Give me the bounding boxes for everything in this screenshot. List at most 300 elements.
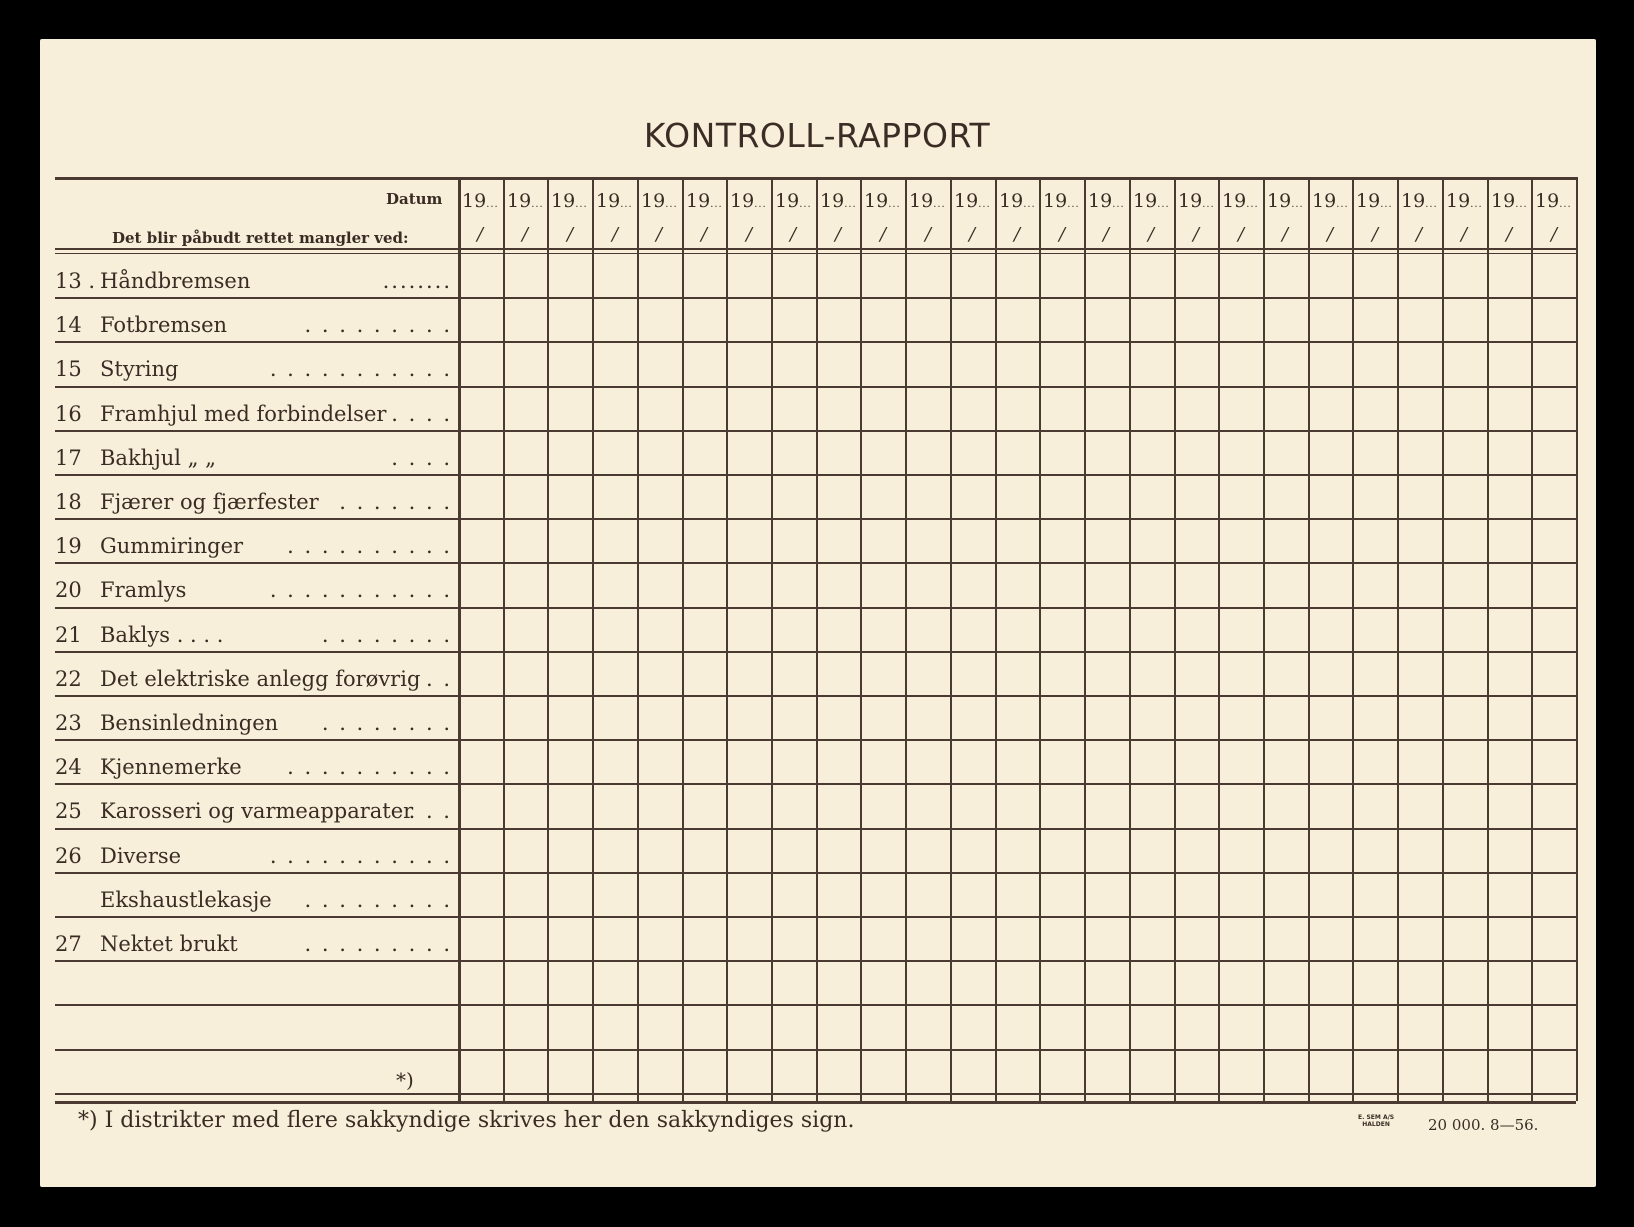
- check-cell[interactable]: [1086, 388, 1128, 430]
- check-cell[interactable]: [1489, 343, 1531, 385]
- check-cell[interactable]: [997, 388, 1039, 430]
- check-cell[interactable]: [1086, 432, 1128, 474]
- check-cell[interactable]: [1265, 343, 1307, 385]
- check-cell[interactable]: [1176, 564, 1218, 606]
- year-field[interactable]: 19...: [864, 190, 901, 212]
- check-cell[interactable]: [952, 1006, 994, 1048]
- check-cell[interactable]: [1489, 299, 1531, 341]
- check-cell[interactable]: [1310, 388, 1352, 430]
- check-cell[interactable]: [862, 697, 904, 739]
- check-cell[interactable]: [594, 432, 636, 474]
- check-cell[interactable]: [997, 299, 1039, 341]
- check-cell[interactable]: [728, 962, 770, 1004]
- check-cell[interactable]: [549, 343, 591, 385]
- check-cell[interactable]: [1533, 299, 1575, 341]
- check-cell[interactable]: [1176, 388, 1218, 430]
- check-cell[interactable]: [639, 564, 681, 606]
- check-cell[interactable]: [1265, 697, 1307, 739]
- check-cell[interactable]: [1310, 962, 1352, 1004]
- check-cell[interactable]: [594, 830, 636, 872]
- check-cell[interactable]: [907, 520, 949, 562]
- check-cell[interactable]: [505, 785, 547, 827]
- check-cell[interactable]: [728, 476, 770, 518]
- check-cell[interactable]: [728, 874, 770, 916]
- check-cell[interactable]: [549, 564, 591, 606]
- check-cell[interactable]: [1176, 874, 1218, 916]
- check-cell[interactable]: [1354, 697, 1396, 739]
- check-cell[interactable]: [1489, 476, 1531, 518]
- check-cell[interactable]: [1220, 1006, 1262, 1048]
- check-cell[interactable]: [1041, 741, 1083, 783]
- check-cell[interactable]: [952, 299, 994, 341]
- check-cell[interactable]: [1399, 874, 1441, 916]
- check-cell[interactable]: [1131, 1006, 1173, 1048]
- check-cell[interactable]: [1399, 785, 1441, 827]
- check-cell[interactable]: [1354, 609, 1396, 651]
- check-cell[interactable]: [460, 697, 502, 739]
- check-cell[interactable]: [1444, 785, 1486, 827]
- check-cell[interactable]: [818, 609, 860, 651]
- check-cell[interactable]: [773, 609, 815, 651]
- check-cell[interactable]: [1444, 388, 1486, 430]
- year-field[interactable]: 19...: [641, 190, 678, 212]
- check-cell[interactable]: [818, 299, 860, 341]
- check-cell[interactable]: [1176, 741, 1218, 783]
- year-field[interactable]: 19...: [1133, 190, 1170, 212]
- check-cell[interactable]: [1444, 564, 1486, 606]
- check-cell[interactable]: [1265, 653, 1307, 695]
- check-cell[interactable]: [773, 388, 815, 430]
- check-cell[interactable]: [997, 785, 1039, 827]
- year-field[interactable]: 19...: [1401, 190, 1438, 212]
- check-cell[interactable]: [549, 476, 591, 518]
- check-cell[interactable]: [818, 918, 860, 960]
- check-cell[interactable]: [728, 785, 770, 827]
- check-cell[interactable]: [1041, 255, 1083, 297]
- check-cell[interactable]: [639, 255, 681, 297]
- check-cell[interactable]: [728, 918, 770, 960]
- check-cell[interactable]: [1533, 697, 1575, 739]
- check-cell[interactable]: [1131, 388, 1173, 430]
- check-cell[interactable]: [773, 830, 815, 872]
- check-cell[interactable]: [1354, 1051, 1396, 1093]
- check-cell[interactable]: [639, 741, 681, 783]
- year-field[interactable]: 19...: [1446, 190, 1483, 212]
- check-cell[interactable]: [684, 255, 726, 297]
- year-field[interactable]: 19...: [999, 190, 1036, 212]
- check-cell[interactable]: [1533, 874, 1575, 916]
- check-cell[interactable]: [1444, 520, 1486, 562]
- check-cell[interactable]: [460, 962, 502, 1004]
- check-cell[interactable]: [952, 343, 994, 385]
- check-cell[interactable]: [818, 697, 860, 739]
- check-cell[interactable]: [818, 653, 860, 695]
- check-cell[interactable]: [684, 830, 726, 872]
- check-cell[interactable]: [1265, 476, 1307, 518]
- check-cell[interactable]: [1176, 918, 1218, 960]
- check-cell[interactable]: [1354, 785, 1396, 827]
- check-cell[interactable]: [952, 785, 994, 827]
- check-cell[interactable]: [1086, 697, 1128, 739]
- check-cell[interactable]: [862, 564, 904, 606]
- check-cell[interactable]: [1444, 343, 1486, 385]
- check-cell[interactable]: [684, 918, 726, 960]
- check-cell[interactable]: [1399, 609, 1441, 651]
- check-cell[interactable]: [1354, 741, 1396, 783]
- check-cell[interactable]: [1265, 564, 1307, 606]
- check-cell[interactable]: [1533, 564, 1575, 606]
- check-cell[interactable]: [460, 564, 502, 606]
- check-cell[interactable]: [907, 1006, 949, 1048]
- check-cell[interactable]: [818, 785, 860, 827]
- check-cell[interactable]: [549, 388, 591, 430]
- check-cell[interactable]: [1444, 1006, 1486, 1048]
- check-cell[interactable]: [594, 874, 636, 916]
- check-cell[interactable]: [460, 388, 502, 430]
- check-cell[interactable]: [1489, 697, 1531, 739]
- check-cell[interactable]: [1310, 830, 1352, 872]
- check-cell[interactable]: [818, 1006, 860, 1048]
- check-cell[interactable]: [1176, 520, 1218, 562]
- check-cell[interactable]: [1220, 299, 1262, 341]
- check-cell[interactable]: [1489, 653, 1531, 695]
- check-cell[interactable]: [1489, 255, 1531, 297]
- check-cell[interactable]: [1220, 476, 1262, 518]
- check-cell[interactable]: [1041, 520, 1083, 562]
- check-cell[interactable]: [1354, 432, 1396, 474]
- check-cell[interactable]: [1444, 918, 1486, 960]
- check-cell[interactable]: [1265, 1006, 1307, 1048]
- check-cell[interactable]: [1220, 874, 1262, 916]
- check-cell[interactable]: [1399, 962, 1441, 1004]
- check-cell[interactable]: [1131, 741, 1173, 783]
- check-cell[interactable]: [684, 388, 726, 430]
- check-cell[interactable]: [997, 653, 1039, 695]
- check-cell[interactable]: [1489, 609, 1531, 651]
- check-cell[interactable]: [1265, 520, 1307, 562]
- check-cell[interactable]: [1041, 299, 1083, 341]
- check-cell[interactable]: [639, 830, 681, 872]
- check-cell[interactable]: [1310, 432, 1352, 474]
- check-cell[interactable]: [684, 1006, 726, 1048]
- year-field[interactable]: 19...: [551, 190, 588, 212]
- check-cell[interactable]: [639, 874, 681, 916]
- check-cell[interactable]: [505, 874, 547, 916]
- check-cell[interactable]: [549, 520, 591, 562]
- check-cell[interactable]: [907, 299, 949, 341]
- check-cell[interactable]: [818, 564, 860, 606]
- year-field[interactable]: 19...: [730, 190, 767, 212]
- check-cell[interactable]: [1041, 830, 1083, 872]
- check-cell[interactable]: [862, 1051, 904, 1093]
- check-cell[interactable]: [1131, 874, 1173, 916]
- check-cell[interactable]: [505, 830, 547, 872]
- check-cell[interactable]: [594, 520, 636, 562]
- check-cell[interactable]: [1176, 653, 1218, 695]
- check-cell[interactable]: [952, 962, 994, 1004]
- check-cell[interactable]: [1533, 255, 1575, 297]
- check-cell[interactable]: [460, 343, 502, 385]
- check-cell[interactable]: [684, 874, 726, 916]
- check-cell[interactable]: [862, 653, 904, 695]
- check-cell[interactable]: [460, 785, 502, 827]
- check-cell[interactable]: [728, 1006, 770, 1048]
- check-cell[interactable]: [1399, 343, 1441, 385]
- check-cell[interactable]: [505, 741, 547, 783]
- check-cell[interactable]: [1444, 830, 1486, 872]
- check-cell[interactable]: [997, 255, 1039, 297]
- check-cell[interactable]: [1533, 785, 1575, 827]
- check-cell[interactable]: [549, 830, 591, 872]
- check-cell[interactable]: [1533, 520, 1575, 562]
- check-cell[interactable]: [1533, 918, 1575, 960]
- check-cell[interactable]: [907, 741, 949, 783]
- check-cell[interactable]: [505, 918, 547, 960]
- check-cell[interactable]: [505, 476, 547, 518]
- check-cell[interactable]: [639, 299, 681, 341]
- check-cell[interactable]: [907, 343, 949, 385]
- check-cell[interactable]: [1131, 697, 1173, 739]
- check-cell[interactable]: [1131, 785, 1173, 827]
- check-cell[interactable]: [1041, 785, 1083, 827]
- check-cell[interactable]: [1041, 343, 1083, 385]
- check-cell[interactable]: [505, 255, 547, 297]
- check-cell[interactable]: [1399, 299, 1441, 341]
- check-cell[interactable]: [639, 609, 681, 651]
- check-cell[interactable]: [952, 918, 994, 960]
- check-cell[interactable]: [1310, 653, 1352, 695]
- check-cell[interactable]: [1399, 1006, 1441, 1048]
- check-cell[interactable]: [862, 520, 904, 562]
- check-cell[interactable]: [1533, 1051, 1575, 1093]
- check-cell[interactable]: [505, 432, 547, 474]
- check-cell[interactable]: [594, 564, 636, 606]
- check-cell[interactable]: [728, 388, 770, 430]
- check-cell[interactable]: [818, 343, 860, 385]
- check-cell[interactable]: [862, 1006, 904, 1048]
- check-cell[interactable]: [639, 962, 681, 1004]
- check-cell[interactable]: [1265, 785, 1307, 827]
- year-field[interactable]: 19...: [1088, 190, 1125, 212]
- check-cell[interactable]: [1220, 609, 1262, 651]
- check-cell[interactable]: [997, 432, 1039, 474]
- check-cell[interactable]: [773, 564, 815, 606]
- check-cell[interactable]: [639, 1051, 681, 1093]
- year-field[interactable]: 19...: [686, 190, 723, 212]
- check-cell[interactable]: [1399, 1051, 1441, 1093]
- check-cell[interactable]: [1131, 299, 1173, 341]
- check-cell[interactable]: [505, 697, 547, 739]
- check-cell[interactable]: [684, 785, 726, 827]
- check-cell[interactable]: [1265, 918, 1307, 960]
- check-cell[interactable]: [952, 609, 994, 651]
- year-field[interactable]: 19...: [596, 190, 633, 212]
- check-cell[interactable]: [639, 476, 681, 518]
- check-cell[interactable]: [1041, 1006, 1083, 1048]
- check-cell[interactable]: [1176, 343, 1218, 385]
- check-cell[interactable]: [460, 918, 502, 960]
- check-cell[interactable]: [1041, 609, 1083, 651]
- check-cell[interactable]: [1399, 388, 1441, 430]
- check-cell[interactable]: [1489, 874, 1531, 916]
- check-cell[interactable]: [1220, 564, 1262, 606]
- check-cell[interactable]: [907, 609, 949, 651]
- check-cell[interactable]: [907, 918, 949, 960]
- year-field[interactable]: 19...: [1178, 190, 1215, 212]
- check-cell[interactable]: [862, 874, 904, 916]
- check-cell[interactable]: [505, 653, 547, 695]
- check-cell[interactable]: [728, 741, 770, 783]
- check-cell[interactable]: [1220, 741, 1262, 783]
- check-cell[interactable]: [684, 432, 726, 474]
- check-cell[interactable]: [907, 785, 949, 827]
- check-cell[interactable]: [1220, 432, 1262, 474]
- check-cell[interactable]: [862, 609, 904, 651]
- check-cell[interactable]: [997, 1051, 1039, 1093]
- check-cell[interactable]: [549, 962, 591, 1004]
- check-cell[interactable]: [460, 1051, 502, 1093]
- check-cell[interactable]: [773, 1006, 815, 1048]
- check-cell[interactable]: [1220, 918, 1262, 960]
- check-cell[interactable]: [549, 1051, 591, 1093]
- check-cell[interactable]: [997, 520, 1039, 562]
- check-cell[interactable]: [1220, 830, 1262, 872]
- check-cell[interactable]: [1399, 830, 1441, 872]
- check-cell[interactable]: [1131, 476, 1173, 518]
- check-cell[interactable]: [818, 1051, 860, 1093]
- check-cell[interactable]: [1086, 830, 1128, 872]
- check-cell[interactable]: [728, 299, 770, 341]
- check-cell[interactable]: [1444, 476, 1486, 518]
- check-cell[interactable]: [773, 476, 815, 518]
- check-cell[interactable]: [1131, 918, 1173, 960]
- check-cell[interactable]: [1041, 653, 1083, 695]
- check-cell[interactable]: [1131, 830, 1173, 872]
- check-cell[interactable]: [1086, 785, 1128, 827]
- check-cell[interactable]: [594, 388, 636, 430]
- check-cell[interactable]: [1399, 564, 1441, 606]
- check-cell[interactable]: [952, 1051, 994, 1093]
- check-cell[interactable]: [773, 962, 815, 1004]
- check-cell[interactable]: [1489, 432, 1531, 474]
- check-cell[interactable]: [1086, 741, 1128, 783]
- check-cell[interactable]: [1041, 962, 1083, 1004]
- check-cell[interactable]: [460, 432, 502, 474]
- check-cell[interactable]: [549, 741, 591, 783]
- check-cell[interactable]: [1354, 520, 1396, 562]
- check-cell[interactable]: [1489, 830, 1531, 872]
- check-cell[interactable]: [997, 609, 1039, 651]
- check-cell[interactable]: [1131, 520, 1173, 562]
- check-cell[interactable]: [460, 1006, 502, 1048]
- check-cell[interactable]: [907, 388, 949, 430]
- check-cell[interactable]: [594, 476, 636, 518]
- check-cell[interactable]: [460, 741, 502, 783]
- check-cell[interactable]: [549, 785, 591, 827]
- check-cell[interactable]: [1533, 653, 1575, 695]
- check-cell[interactable]: [728, 255, 770, 297]
- check-cell[interactable]: [728, 830, 770, 872]
- check-cell[interactable]: [1086, 1051, 1128, 1093]
- check-cell[interactable]: [997, 830, 1039, 872]
- year-field[interactable]: 19...: [1356, 190, 1393, 212]
- check-cell[interactable]: [773, 520, 815, 562]
- check-cell[interactable]: [862, 785, 904, 827]
- check-cell[interactable]: [684, 343, 726, 385]
- check-cell[interactable]: [1444, 299, 1486, 341]
- check-cell[interactable]: [460, 874, 502, 916]
- check-cell[interactable]: [1220, 388, 1262, 430]
- year-field[interactable]: 19...: [1312, 190, 1349, 212]
- check-cell[interactable]: [952, 874, 994, 916]
- check-cell[interactable]: [1220, 343, 1262, 385]
- check-cell[interactable]: [460, 520, 502, 562]
- check-cell[interactable]: [1131, 962, 1173, 1004]
- check-cell[interactable]: [594, 697, 636, 739]
- check-cell[interactable]: [1489, 1051, 1531, 1093]
- check-cell[interactable]: [997, 564, 1039, 606]
- check-cell[interactable]: [460, 476, 502, 518]
- year-field[interactable]: 19...: [1222, 190, 1259, 212]
- check-cell[interactable]: [818, 432, 860, 474]
- check-cell[interactable]: [1131, 609, 1173, 651]
- check-cell[interactable]: [684, 520, 726, 562]
- check-cell[interactable]: [1310, 476, 1352, 518]
- check-cell[interactable]: [728, 520, 770, 562]
- check-cell[interactable]: [907, 1051, 949, 1093]
- check-cell[interactable]: [594, 653, 636, 695]
- check-cell[interactable]: [773, 299, 815, 341]
- check-cell[interactable]: [1533, 830, 1575, 872]
- check-cell[interactable]: [1444, 432, 1486, 474]
- check-cell[interactable]: [997, 741, 1039, 783]
- check-cell[interactable]: [862, 432, 904, 474]
- check-cell[interactable]: [1444, 255, 1486, 297]
- check-cell[interactable]: [1220, 962, 1262, 1004]
- check-cell[interactable]: [505, 564, 547, 606]
- check-cell[interactable]: [460, 609, 502, 651]
- check-cell[interactable]: [1310, 697, 1352, 739]
- check-cell[interactable]: [1310, 741, 1352, 783]
- check-cell[interactable]: [1354, 874, 1396, 916]
- check-cell[interactable]: [1310, 255, 1352, 297]
- check-cell[interactable]: [1220, 697, 1262, 739]
- check-cell[interactable]: [862, 255, 904, 297]
- check-cell[interactable]: [997, 476, 1039, 518]
- check-cell[interactable]: [1131, 564, 1173, 606]
- check-cell[interactable]: [1220, 653, 1262, 695]
- check-cell[interactable]: [1086, 564, 1128, 606]
- check-cell[interactable]: [1489, 785, 1531, 827]
- check-cell[interactable]: [549, 299, 591, 341]
- check-cell[interactable]: [1265, 609, 1307, 651]
- check-cell[interactable]: [1086, 609, 1128, 651]
- check-cell[interactable]: [1399, 255, 1441, 297]
- year-field[interactable]: 19...: [1535, 190, 1572, 212]
- check-cell[interactable]: [1310, 785, 1352, 827]
- check-cell[interactable]: [907, 564, 949, 606]
- check-cell[interactable]: [952, 476, 994, 518]
- check-cell[interactable]: [1041, 564, 1083, 606]
- check-cell[interactable]: [1131, 1051, 1173, 1093]
- check-cell[interactable]: [1354, 388, 1396, 430]
- check-cell[interactable]: [952, 564, 994, 606]
- check-cell[interactable]: [1086, 874, 1128, 916]
- check-cell[interactable]: [594, 918, 636, 960]
- check-cell[interactable]: [1041, 697, 1083, 739]
- check-cell[interactable]: [505, 299, 547, 341]
- check-cell[interactable]: [862, 918, 904, 960]
